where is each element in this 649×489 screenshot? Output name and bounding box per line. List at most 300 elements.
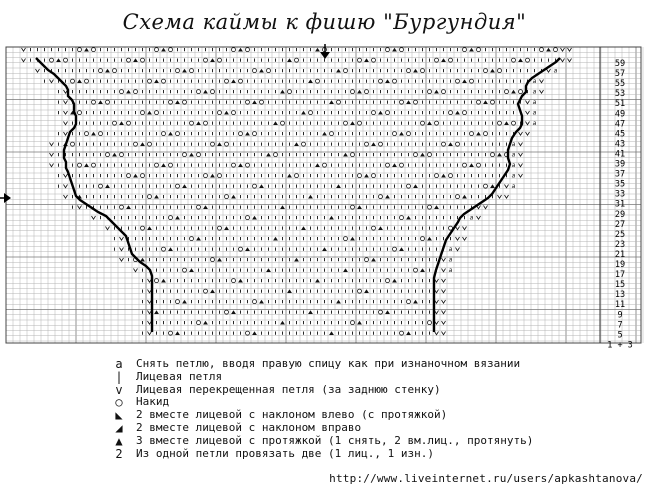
row-number: 15 (614, 280, 626, 291)
yarn-over-mark (190, 69, 194, 73)
grid-border (6, 47, 641, 343)
row-number: 31 (614, 199, 626, 210)
decrease-mark (252, 331, 257, 335)
decrease-mark (126, 205, 131, 209)
decrease-mark (154, 79, 159, 83)
decrease-mark (238, 48, 243, 52)
yarn-over-mark (484, 132, 488, 136)
decrease-mark (224, 226, 229, 230)
decrease-mark (336, 69, 341, 73)
twisted-knit-mark (36, 69, 40, 72)
yarn-over-mark (78, 48, 82, 52)
yarn-over-mark (351, 321, 355, 325)
yarn-over-mark (71, 79, 75, 83)
decrease-mark (105, 184, 110, 188)
yarn-over-mark (344, 121, 348, 125)
inc-two-icon: 2 (115, 446, 123, 461)
yarn-over-mark (449, 174, 453, 178)
twisted-knit-mark (519, 174, 523, 177)
decrease-mark (420, 268, 425, 272)
yarn-over-mark (169, 331, 173, 335)
decrease-mark (427, 237, 432, 241)
source-url: http://www.liveinternet.ru/users/apkashtanova/ (329, 472, 643, 485)
yarn-over-mark (358, 289, 362, 293)
legend-item (102, 371, 642, 384)
yarn-over-mark (449, 58, 453, 62)
row-number: 37 (614, 169, 626, 180)
yarn-over-mark (267, 69, 271, 73)
legend-text: Из одной петли провязать две (1 лиц., 1 изн.) (136, 446, 435, 460)
decrease-mark (203, 321, 208, 325)
twisted-knit-mark (505, 195, 509, 198)
yarn-over-mark (162, 79, 166, 83)
yarn-over-mark (211, 142, 215, 146)
twisted-knit-mark (442, 300, 446, 303)
decrease-mark (91, 132, 96, 136)
yarn-over-mark (484, 69, 488, 73)
decrease-mark (217, 258, 222, 262)
decrease-mark (434, 90, 439, 94)
yarn-over-mark (428, 90, 432, 94)
slip-stitch-mark: a (532, 78, 537, 86)
twisted-knit-mark (120, 248, 124, 251)
row-number: 45 (614, 129, 626, 140)
decrease-mark (357, 90, 362, 94)
yarn-over-mark (435, 121, 439, 125)
yarn-over-mark (400, 100, 404, 104)
decrease-mark (413, 184, 418, 188)
twisted-knit-mark (505, 185, 509, 188)
decrease-mark (434, 205, 439, 209)
twisted-knit-mark (540, 90, 544, 93)
decrease-mark (161, 163, 166, 167)
decrease-mark (378, 111, 383, 115)
decrease-mark (315, 279, 320, 283)
yarn-over-mark (225, 142, 229, 146)
decrease-mark (441, 58, 446, 62)
yarn-over-mark (540, 48, 544, 52)
decrease-mark (371, 142, 376, 146)
twisted-knit-mark (442, 321, 446, 324)
yarn-over-mark (176, 132, 180, 136)
decrease-mark (357, 205, 362, 209)
decrease-mark (483, 100, 488, 104)
slip-stitch-mark: a (448, 246, 453, 254)
twisted-knit-mark (484, 206, 488, 209)
yarn-over-mark (204, 58, 208, 62)
yarn-over-mark (204, 174, 208, 178)
decrease-mark (385, 195, 390, 199)
twisted-knit-mark (526, 122, 530, 125)
twisted-knit-mark (442, 279, 446, 282)
decrease-mark (392, 48, 397, 52)
row-number: 33 (614, 189, 626, 200)
yarn-over-mark (141, 226, 145, 230)
row-number: 9 (617, 310, 623, 321)
yarn-over-mark (498, 69, 502, 73)
yarn-over-mark (400, 216, 404, 220)
yarn-over-mark (176, 184, 180, 188)
yarn-over-mark (246, 163, 250, 167)
yarn-over-mark (330, 132, 334, 136)
twisted-knit-icon: v (115, 382, 123, 397)
yarn-over-mark (148, 79, 152, 83)
decrease-mark (210, 289, 215, 293)
decrease-mark (469, 163, 474, 167)
yarn-over-mark (526, 58, 530, 62)
row-number: 49 (614, 109, 626, 120)
decrease-mark (210, 174, 215, 178)
yarn-over-mark (106, 153, 110, 157)
yarn-over-mark (155, 163, 159, 167)
twisted-knit-mark (64, 195, 68, 198)
twisted-knit-mark (64, 122, 68, 125)
decrease-mark (133, 58, 138, 62)
decrease-mark (112, 153, 117, 157)
yarn-over-mark (218, 226, 222, 230)
yarn-over-mark (127, 121, 131, 125)
decrease-mark (210, 58, 215, 62)
yarn-over-mark (456, 79, 460, 83)
yarn-over-mark (400, 331, 404, 335)
decrease-mark (273, 121, 278, 125)
decrease-mark (56, 58, 61, 62)
yarn-over-mark (435, 174, 439, 178)
decrease-mark (371, 258, 376, 262)
yarn-over-mark (169, 48, 173, 52)
yarn-over-mark (505, 90, 509, 94)
decrease-mark (490, 69, 495, 73)
slip-stitch-mark: a (511, 183, 516, 191)
decrease-mark (147, 111, 152, 115)
decrease-mark (315, 163, 320, 167)
slip-stitch-mark: a (553, 67, 558, 75)
row-number: 55 (614, 79, 626, 90)
decrease-mark (224, 111, 229, 115)
yarn-over-mark (302, 142, 306, 146)
decrease-mark (322, 132, 327, 136)
yarn-over-mark (393, 247, 397, 251)
decrease-mark (399, 247, 404, 251)
knit-stitch-icon: | (115, 369, 123, 384)
yarn-over-mark (246, 331, 250, 335)
row-number-column (600, 47, 633, 350)
twisted-knit-mark (442, 332, 446, 335)
decrease-mark (308, 79, 313, 83)
legend-text: Снять петлю, вводя правую спицу как при изнаночном вязании (136, 357, 521, 370)
row-number: 39 (614, 159, 626, 170)
decrease-mark (364, 58, 369, 62)
decrease-mark (385, 79, 390, 83)
yarn-over-mark (477, 100, 481, 104)
yarn-over-mark (176, 300, 180, 304)
yarn-over-mark (99, 184, 103, 188)
decrease-mark (84, 48, 89, 52)
yarn-over-mark (372, 111, 376, 115)
decrease-mark (336, 300, 341, 304)
row-number: 47 (614, 119, 626, 130)
yarn-over-mark (358, 58, 362, 62)
decrease-mark (462, 195, 467, 199)
yarn-over-mark (211, 258, 215, 262)
row-number: 1 + 3 (607, 340, 633, 350)
twisted-knit-mark (568, 59, 572, 62)
slip-stitch-mark: a (532, 120, 537, 128)
decrease-mark (420, 153, 425, 157)
legend-text: Лицевая петля (136, 369, 223, 383)
decrease-mark (364, 289, 369, 293)
yarn-over-mark (435, 58, 439, 62)
decrease-mark (161, 48, 166, 52)
decrease-mark (217, 142, 222, 146)
yarn-over-mark (246, 48, 250, 52)
row-number: 59 (614, 59, 626, 69)
yarn-over-mark (386, 48, 390, 52)
decrease-mark (273, 237, 278, 241)
twisted-knit-mark (526, 111, 530, 114)
twisted-knit-mark (547, 69, 551, 72)
legend-item (102, 422, 642, 435)
decrease-mark (427, 121, 432, 125)
slip-stitch-mark: a (532, 109, 537, 117)
decrease-mark (140, 258, 145, 262)
twisted-knit-mark (64, 111, 68, 114)
yarn-over-mark (554, 48, 558, 52)
yarn-over-mark (92, 163, 96, 167)
legend-item (102, 384, 642, 397)
decrease-mark (196, 237, 201, 241)
row-number: 19 (614, 260, 626, 270)
slip-stitch-mark: a (511, 141, 516, 149)
twisted-knit-mark (498, 195, 502, 198)
twisted-knit-mark (463, 237, 467, 240)
yarn-over-mark (190, 237, 194, 241)
decrease-mark (154, 195, 159, 199)
yarn-over-mark (260, 100, 264, 104)
row-number: 17 (614, 270, 626, 281)
yarn-over-mark (323, 163, 327, 167)
yarn-over-mark (197, 153, 201, 157)
decrease-mark (280, 321, 285, 325)
yarn-over-mark (491, 100, 495, 104)
twisted-knit-mark (64, 132, 68, 135)
decrease-mark (77, 79, 82, 83)
decrease-mark (406, 100, 411, 104)
row-number: 35 (614, 179, 626, 190)
yarn-over-mark (400, 48, 404, 52)
decrease-mark (231, 310, 236, 314)
yarn-over-mark (253, 300, 257, 304)
twisted-knit-mark (456, 248, 460, 251)
decrease-mark (308, 310, 313, 314)
yarn-over-mark (470, 132, 474, 136)
yarn-over-mark (120, 153, 124, 157)
row-number: 23 (614, 239, 626, 250)
yarn-over-mark (85, 132, 89, 136)
decrease-mark (350, 237, 355, 241)
yarn-over-mark (477, 48, 481, 52)
yarn-over-mark (386, 111, 390, 115)
yarn-over-mark (463, 48, 467, 52)
decrease-mark (84, 163, 89, 167)
twisted-knit-mark (540, 80, 544, 83)
twisted-knit-mark (64, 185, 68, 188)
twisted-knit-mark (64, 174, 68, 177)
yarn-over-mark (428, 153, 432, 157)
yarn-over-mark (120, 90, 124, 94)
yarn-over-mark (449, 111, 453, 115)
decrease-mark (294, 258, 299, 262)
legend-text: 2 вместе лицевой с наклоном влево (с протяжкой) (136, 408, 448, 422)
row-number: 25 (614, 229, 626, 240)
decrease-mark (168, 132, 173, 136)
decrease-mark (175, 216, 180, 220)
yarn-over-mark (421, 69, 425, 73)
yarn-over-mark (197, 205, 201, 209)
side-arrow-icon (4, 193, 11, 203)
decrease-mark (462, 79, 467, 83)
yarn-over-mark (288, 90, 292, 94)
decrease-mark (154, 310, 159, 314)
twisted-knit-mark (463, 227, 467, 230)
slip-stitch-mark: a (511, 151, 516, 159)
decrease-mark (378, 226, 383, 230)
twisted-knit-mark (50, 80, 54, 83)
row-number: 11 (614, 300, 626, 311)
twisted-knit-mark (92, 216, 96, 219)
decrease-mark (126, 90, 131, 94)
yarn-over-mark (155, 48, 159, 52)
yarn-over-mark (169, 216, 173, 220)
decrease-mark (105, 69, 110, 73)
decrease-mark (441, 174, 446, 178)
yarn-over-mark (365, 90, 369, 94)
yarn-over-mark (456, 195, 460, 199)
yarn-over-mark (120, 205, 124, 209)
yarn-over-mark (113, 69, 117, 73)
twisted-knit-mark (22, 59, 26, 62)
decrease-mark (329, 216, 334, 220)
yarn-over-mark (337, 100, 341, 104)
slip-stitch-mark: a (532, 88, 537, 96)
decrease-mark (511, 90, 516, 94)
yarn-over-mark (512, 58, 516, 62)
yarn-over-mark (400, 163, 404, 167)
decrease-mark (133, 174, 138, 178)
yarn-over-mark (183, 268, 187, 272)
yarn-over-mark (232, 111, 236, 115)
yarn-over-mark (316, 79, 320, 83)
yarn-over-mark (50, 58, 54, 62)
twisted-knit-mark (64, 101, 68, 104)
yarn-over-mark (393, 132, 397, 136)
row-number: 41 (614, 149, 626, 160)
yarn-over-mark (127, 174, 131, 178)
yarn-over-mark (148, 142, 152, 146)
yarn-over-mark (512, 121, 516, 125)
yarn-over-mark (442, 142, 446, 146)
decrease-mark (301, 226, 306, 230)
decrease-mark (259, 69, 264, 73)
decrease-mark (413, 300, 418, 304)
legend-item (102, 448, 642, 461)
decrease-mark (287, 58, 292, 62)
decrease-mark (238, 279, 243, 283)
yarn-over-mark (491, 153, 495, 157)
decrease-mark (182, 300, 187, 304)
yarn-over-mark (372, 58, 376, 62)
decrease-mark (147, 226, 152, 230)
decrease-mark (280, 205, 285, 209)
twisted-knit-mark (50, 143, 54, 146)
yarn-over-mark (99, 132, 103, 136)
decrease-mark (231, 79, 236, 83)
row-number: 21 (614, 249, 626, 260)
decrease-mark (392, 163, 397, 167)
twisted-knit-mark (519, 164, 523, 167)
yarn-over-mark (463, 111, 467, 115)
yarn-over-mark (169, 100, 173, 104)
yarn-over-mark (253, 69, 257, 73)
twisted-knit-mark (50, 164, 54, 167)
decrease-mark (259, 300, 264, 304)
row-number: 29 (614, 209, 626, 220)
slip-stitch-mark: a (532, 99, 537, 107)
yarn-over-mark (407, 300, 411, 304)
yarn-over-mark (470, 79, 474, 83)
twisted-knit-mark (120, 237, 124, 240)
decrease-mark (315, 48, 320, 52)
decrease-mark (119, 121, 124, 125)
yarn-over-mark (141, 174, 145, 178)
yarn-over-mark (197, 90, 201, 94)
decrease-mark (280, 90, 285, 94)
yarn-over-mark (218, 111, 222, 115)
yarn-over-mark (344, 69, 348, 73)
row-number: 7 (617, 320, 623, 331)
twisted-knit-mark (519, 132, 523, 135)
decrease-mark (490, 184, 495, 188)
decrease-mark (175, 331, 180, 335)
yarn-over-mark (197, 321, 201, 325)
yarn-over-mark (106, 100, 110, 104)
yarn-over-mark (218, 174, 222, 178)
twisted-knit-mark (519, 143, 523, 146)
yarn-over-mark (225, 79, 229, 83)
twisted-knit-mark (561, 59, 565, 62)
yarn-over-mark (204, 289, 208, 293)
yarn-over-mark (155, 279, 159, 283)
yarn-over-mark (281, 121, 285, 125)
decrease-mark (406, 331, 411, 335)
yarn-over-mark (183, 153, 187, 157)
decrease-mark (161, 279, 166, 283)
yarn-over-mark (232, 163, 236, 167)
yarn-over-mark (428, 205, 432, 209)
legend-item (102, 358, 642, 371)
yarn-over-mark (141, 111, 145, 115)
yarn-over-mark (414, 268, 418, 272)
yarn-over-mark (428, 321, 432, 325)
decrease-mark (182, 69, 187, 73)
twisted-knit-mark (442, 311, 446, 314)
yarn-over-mark (232, 279, 236, 283)
yarn-over-mark (78, 163, 82, 167)
decrease-mark (385, 310, 390, 314)
yarn-over-mark (456, 142, 460, 146)
yarn-over-mark (519, 90, 523, 94)
decrease-mark (308, 195, 313, 199)
